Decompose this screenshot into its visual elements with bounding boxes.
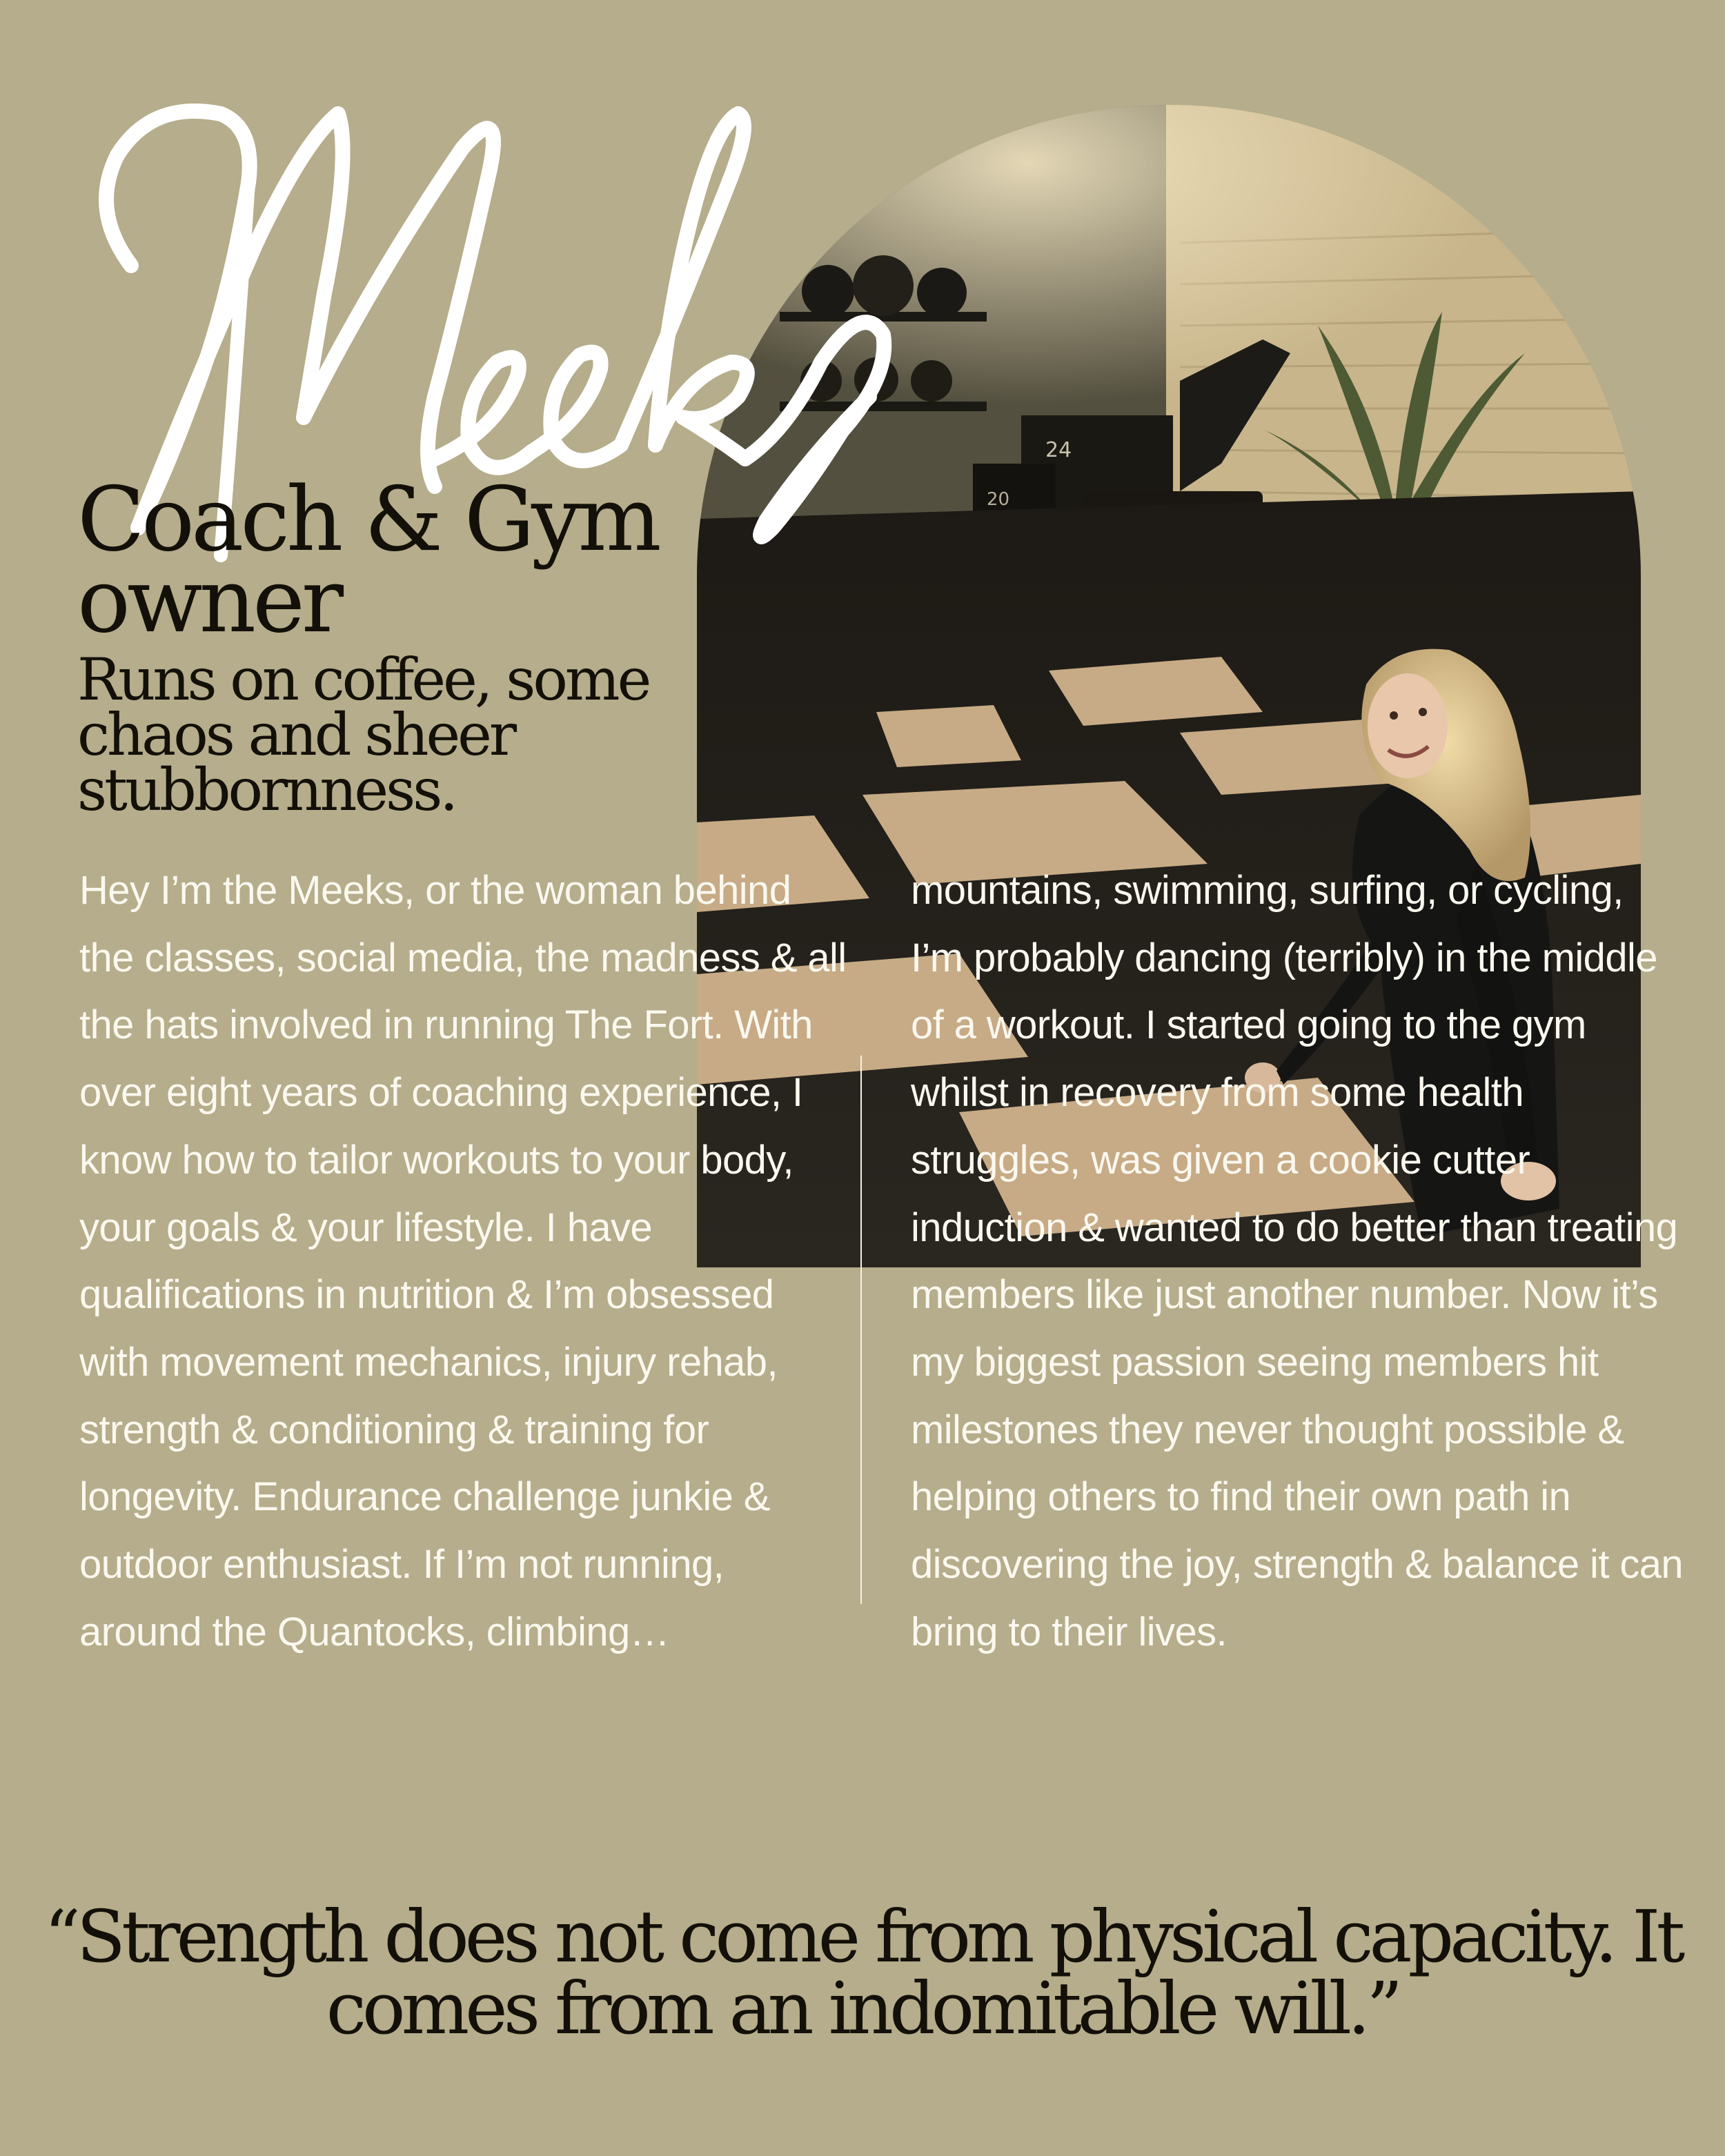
column-divider (860, 1056, 862, 1604)
plyo-box-label-24: 24 (1045, 438, 1072, 462)
bio-right-column: mountains, swimming, surfing, or cycling, I’m probably dancing (terribly) in the middle of a workout. I started going to the gym whilst in recovery from some health struggles, was given a cookie cutter induction & wanted to do better than treating members like just another number. Now it’s my biggest passion seeing members hit milestones they never thought possible & helping others to find their own path in discovering the joy, strength & balance it can bring to their lives. (911, 868, 1684, 1654)
tagline-heading: Runs on coffee, some chaos and sheer stubbornness. (77, 646, 649, 824)
plyo-box-label-20: 20 (987, 489, 1010, 510)
inspirational-quote: “Strength does not come from physical capacity. It comes from an indomitable will.” (43, 1895, 1682, 2050)
bio-left-column: Hey I’m the Meeks, or the woman behind the classes, social media, the madness & all the hats involved in running The Fort. With over eight years of coaching experience, I know how to tailor workouts to your body, your goals & your lifestyle. I have qualifications in nutrition & I’m obsessed with movement mechanics, injury rehab, strength & conditioning & training for longevity. Endurance challenge junkie & outdoor enthusiast. If I’m not running, around the Quantocks, climbing… (79, 868, 847, 1654)
role-heading: Coach & Gym owner (77, 468, 658, 653)
